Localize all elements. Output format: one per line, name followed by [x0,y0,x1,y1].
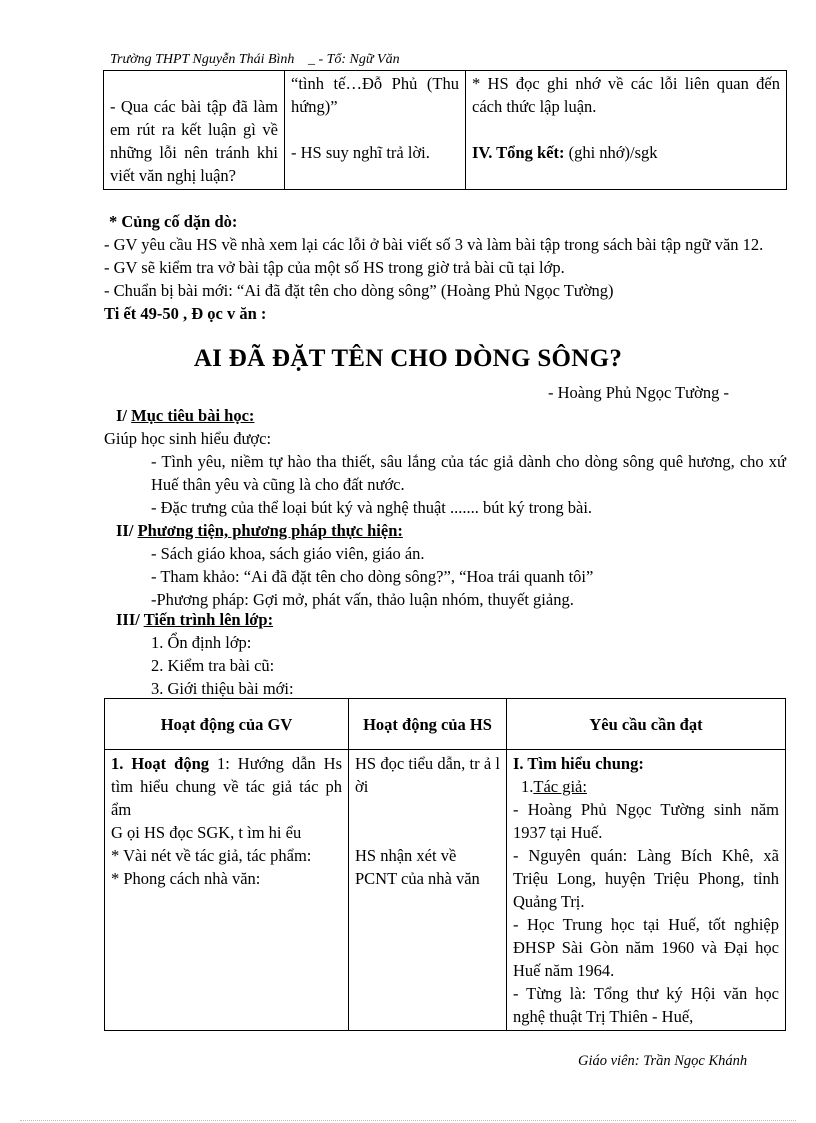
quote-text: “tình tế…Đỗ Phủ (Thu hứng)” [291,74,459,116]
gv-line-1: G ọi HS đọc SGK, t ìm hi ểu [111,823,302,842]
review-item-2: - GV sẽ kiểm tra vở bài tập của một số HS trong giờ trả bài cũ tại lớp. [104,258,565,277]
req-heading: I. Tìm hiểu chung: [513,754,644,773]
req-sub-num: 1. [521,777,534,796]
continued-col-gv [104,70,285,190]
resource-item-3: -Phương pháp: Gợi mở, phát vấn, thảo luận nhóm, thuyết giảng. [151,590,574,609]
section-1-num: I/ [116,406,132,425]
resource-item-1: - Sách giáo khoa, sách giáo viên, giáo án. [151,544,425,563]
cell-hs [349,750,507,1031]
continued-col-hs [285,70,466,190]
hs-line-2: HS nhận xét về PCNT của nhà văn [355,846,480,888]
review-item-1: - GV yêu cầu HS về nhà xem lại các lỗi ở bài viết số 3 và làm bài tập trong sách bài tập ngữ văn 12. [104,235,764,254]
section-resources [104,519,786,611]
review-block [104,210,786,325]
header-hs: Hoạt động của HS [349,699,507,750]
section-2-num: II/ [116,521,138,540]
procedure-item-2: 2. Kiểm tra bài cũ: [151,656,275,675]
req-item-4: - Từng là: Tổng thư ký Hội văn học nghệ thuật Trị Thiên - Huế, [513,984,779,1026]
summary-label: IV. Tổng kết: [472,143,565,162]
author-line: - Hoàng Phủ Ngọc Tường - [548,383,729,402]
header-gv: Hoạt động của GV [105,699,349,750]
section-objectives [104,404,786,519]
req-subheading [513,775,779,798]
section-1-intro: Giúp học sinh hiểu được: [104,429,272,448]
gv-line-3: * Phong cách nhà văn: [111,869,261,888]
table-header-row [105,699,786,750]
header-school: Trường THPT Nguyễn Thái Bình [110,52,295,67]
gv-line-2: * Vài nét về tác giả, tác phẩm: [111,846,312,865]
section-procedure [104,608,786,700]
page-title: AI ĐÃ ĐẶT TÊN CHO DÒNG SÔNG? [193,345,623,372]
objective-item-1: - Tình yêu, niềm tự hào tha thiết, sâu lắng của tác giả dành cho dòng sông quê hương, cho xứ Huế thân yêu và cũng là cho đất nước. [151,452,786,494]
header-req: Yêu cầu cần đạt [507,699,786,750]
gv-activity-text: 1: Hướng dẫn Hs tìm hiểu chung về tác giả tác ph ẩm [111,754,342,819]
lesson-table [104,698,786,1031]
hs-answer: - HS suy nghĩ trả lời. [291,143,430,162]
hs-line-1: HS đọc tiểu dẫn, tr ả l ời [355,754,500,796]
section-1-title: Mục tiêu bài học: [131,406,255,425]
objective-item-2: - Đặc trưng của thể loại bút ký và nghệ thuật ....... bút ký trong bài. [151,498,593,517]
header-group: Tổ: Ngữ Văn [326,52,400,67]
gv-activity [111,752,342,821]
table-row [105,750,786,1031]
resource-item-2: - Tham khảo: “Ai đã đặt tên cho dòng sông?”, “Hoa trái quanh tôi” [151,567,594,586]
page-bottom-rule [20,1120,796,1121]
question-text: - Qua các bài tập đã làm em rút ra kết luận gì về những lỗi nên tránh khi viết văn nghị luận? [110,97,278,185]
procedure-item-3: 3. Giới thiệu bài mới: [151,679,294,698]
summary-text: (ghi nhớ)/sgk [564,143,658,162]
footer-teacher: Giáo viên: Trần Ngọc Khánh [578,1053,748,1069]
section-1-heading [104,404,786,427]
page-header [110,50,400,70]
section-3-title: Tiến trình lên lớp: [143,610,274,629]
review-heading: * Củng cố dặn dò: [109,212,238,231]
req-item-1: - Hoàng Phủ Ngọc Tường sinh năm 1937 tại Huế. [513,800,779,842]
lesson-label: Ti ết 49-50 , Đ ọc v ăn : [104,304,267,323]
summary-line [472,141,780,164]
procedure-item-1: 1. Ổn định lớp: [151,633,252,652]
section-3-heading [104,608,786,631]
gv-activity-label: 1. Hoạt động [111,754,210,773]
cell-gv [105,750,349,1031]
section-2-heading [104,519,786,542]
req-item-2: - Nguyên quán: Làng Bích Khê, xã Triệu Long, huyện Triệu Phong, tỉnh Quảng Trị. [513,846,779,911]
note-text: * HS đọc ghi nhớ về các lỗi liên quan đến cách thức lập luận. [472,74,780,116]
req-item-3: - Học Trung học tại Huế, tốt nghiệp ĐHSP Sài Gòn năm 1960 và Đại học Huế năm 1964. [513,915,779,980]
section-2-title: Phương tiện, phương pháp thực hiện: [137,521,403,540]
table-row [104,70,787,190]
continued-col-req [466,70,787,190]
continued-table [103,70,787,190]
cell-req [507,750,786,1031]
section-3-num: III/ [116,610,144,629]
header-separator: _ - [307,52,327,67]
review-item-3: - Chuẩn bị bài mới: “Ai đã đặt tên cho dòng sông” (Hoàng Phủ Ngọc Tường) [104,281,614,300]
req-sub-label: Tác giả: [533,777,587,796]
